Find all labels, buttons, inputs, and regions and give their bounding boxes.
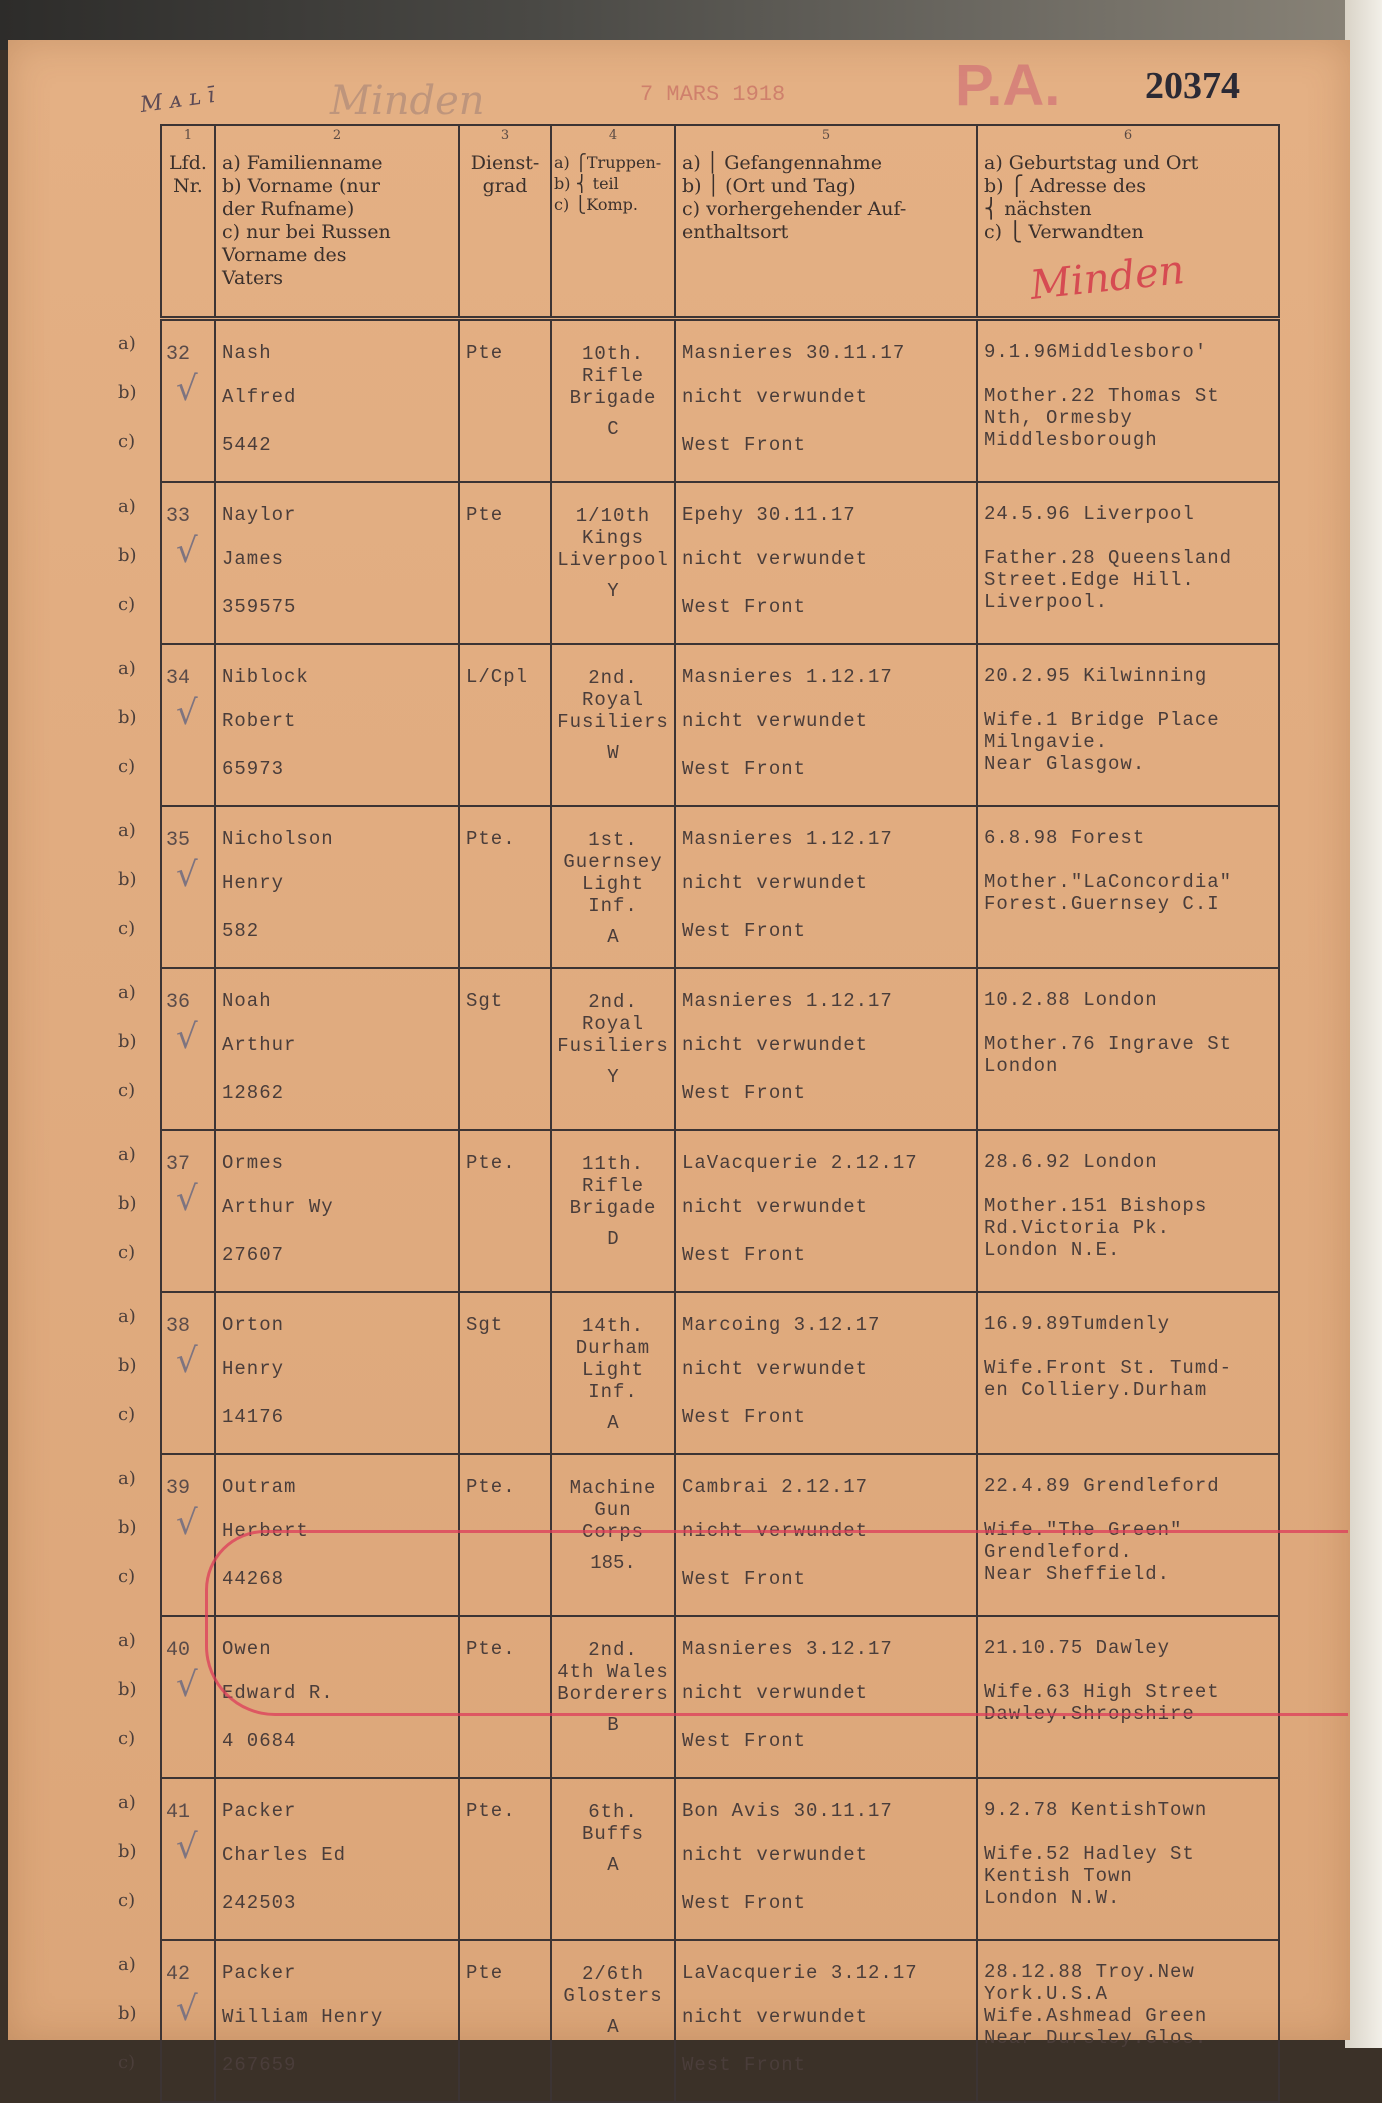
rank-cell [459, 319, 551, 483]
rank: Pte. [466, 828, 516, 850]
wound-status: nicht verwundet [682, 1520, 869, 1542]
birth-date-place: 9.1.96Middlesboro' [984, 341, 1208, 363]
unit-cell [551, 1778, 675, 1940]
wound-status: nicht verwundet [682, 386, 869, 408]
row-label: c) [118, 1728, 136, 1749]
wound-status: nicht verwundet [682, 710, 869, 732]
unit: 6th. Buffs [581, 1801, 644, 1845]
rank-cell [459, 1778, 551, 1940]
name-cell [215, 644, 459, 806]
row-label: b) [118, 545, 137, 566]
rank-cell [459, 644, 551, 806]
entry-number: 34 [166, 667, 191, 690]
birth-relative-cell [977, 1454, 1279, 1616]
previous-location: West Front [682, 1568, 807, 1590]
name-cell [215, 319, 459, 483]
birth-date-place: 9.2.78 KentishTown [984, 1799, 1208, 1821]
rank-cell [459, 1292, 551, 1454]
name-cell [215, 1130, 459, 1292]
check-mark: √ [176, 855, 198, 895]
rank-cell [459, 806, 551, 968]
entry-number-cell [161, 1454, 215, 1616]
relative-address: Mother.76 Ingrave St London [984, 1033, 1233, 1077]
wound-status: nicht verwundet [682, 872, 869, 894]
check-mark: √ [176, 1989, 198, 2029]
rank: Pte. [466, 1638, 516, 1660]
rank: Pte. [466, 1800, 516, 1822]
row-label: b) [118, 1517, 137, 1538]
company: A [607, 926, 619, 948]
previous-location: West Front [682, 2054, 807, 2076]
prisoner-register-table [160, 124, 1280, 2103]
capture-place-date: Epehy 30.11.17 [682, 504, 856, 526]
row-label: b) [118, 1031, 137, 1052]
rank-cell [459, 1454, 551, 1616]
entry-number: 38 [166, 1315, 191, 1338]
name-cell [215, 1454, 459, 1616]
unit: Machine Gun Corps [569, 1477, 657, 1543]
unit: 1/10th Kings Liverpool [557, 505, 669, 571]
check-mark: √ [176, 1665, 198, 1705]
table-row [161, 968, 1279, 1130]
entry-number: 40 [166, 1639, 191, 1662]
unit-cell [551, 1940, 675, 2102]
table-row [161, 806, 1279, 968]
birth-date-place: 20.2.95 Kilwinning [984, 665, 1208, 687]
column-header-unit: 4 a) ⎧Truppen- b) ⎨ teil c) ⎩Komp. [551, 125, 675, 319]
wound-status: nicht verwundet [682, 1034, 869, 1056]
column-header-birth-relative: 6 a) Geburtstag und Ort b) ⎧ Adresse des ⎨ nächsten c) ⎩ Verwandten [977, 125, 1279, 319]
rank: Pte. [466, 1476, 516, 1498]
entry-number: 37 [166, 1153, 191, 1176]
red-ink-place-note: Minden [1028, 247, 1187, 309]
row-labels [118, 658, 148, 805]
rank-cell [459, 1940, 551, 2102]
capture-place-date: Masnieres 30.11.17 [682, 342, 906, 364]
rank: L/Cpl [466, 666, 529, 688]
handwritten-place-note: M ᴀ ʟ ī [138, 82, 217, 119]
first-name: Henry [222, 872, 285, 894]
table-row [161, 1616, 1279, 1778]
previous-location: West Front [682, 1892, 807, 1914]
page-edge [1345, 0, 1382, 2048]
first-name: Alfred [222, 386, 297, 408]
column-header-lfd-nr: 1 Lfd. Nr. [161, 125, 215, 319]
name-cell [215, 1292, 459, 1454]
birth-date-place: 24.5.96 Liverpool [984, 503, 1195, 525]
first-name: William Henry [222, 2006, 384, 2028]
capture-place-date: Masnieres 1.12.17 [682, 666, 893, 688]
surname: Nicholson [222, 828, 334, 850]
name-cell [215, 1940, 459, 2102]
row-labels [118, 333, 148, 480]
birth-relative-cell [977, 644, 1279, 806]
surname: Niblock [222, 666, 309, 688]
birth-relative-cell [977, 1130, 1279, 1292]
row-label: b) [118, 2003, 137, 2024]
company: W [607, 742, 619, 764]
capture-place-date: Marcoing 3.12.17 [682, 1314, 881, 1336]
relative-address: Father.28 Queensland Street.Edge Hill. Liverpool. [984, 547, 1233, 613]
surname: Owen [222, 1638, 272, 1660]
rank-cell [459, 1130, 551, 1292]
entry-number-cell [161, 644, 215, 806]
capture-cell [675, 968, 977, 1130]
table-row [161, 1454, 1279, 1616]
table-row [161, 1292, 1279, 1454]
relative-address: Mother.151 Bishops Rd.Victoria Pk. London N.E. [984, 1195, 1208, 1261]
table-row [161, 1778, 1279, 1940]
capture-cell [675, 1940, 977, 2102]
unit-cell [551, 1292, 675, 1454]
capture-cell [675, 482, 977, 644]
row-label: a) [118, 332, 136, 354]
entry-number-cell [161, 1130, 215, 1292]
date-stamp: 7 MARS 1918 [640, 82, 786, 107]
capture-place-date: Masnieres 3.12.17 [682, 1638, 893, 1660]
previous-location: West Front [682, 1406, 807, 1428]
row-label: c) [118, 1404, 136, 1425]
first-name: Arthur [222, 1034, 297, 1056]
relative-address: Wife.52 Hadley St Kentish Town London N.W. [984, 1843, 1195, 1909]
unit-cell [551, 968, 675, 1130]
check-mark: √ [176, 1179, 198, 1219]
surname: Packer [222, 1800, 297, 1822]
company: D [607, 1228, 619, 1250]
check-mark: √ [176, 531, 198, 571]
birth-relative-cell [977, 1940, 1279, 2102]
birth-relative-cell [977, 319, 1279, 483]
row-label: a) [118, 1144, 136, 1165]
check-mark: √ [176, 1017, 198, 1057]
birth-relative-cell [977, 806, 1279, 968]
rank: Sgt [466, 1314, 504, 1336]
birth-date-place: 22.4.89 Grendleford [984, 1475, 1220, 1497]
rank-cell [459, 1616, 551, 1778]
entry-number-cell [161, 968, 215, 1130]
entry-number-cell [161, 1616, 215, 1778]
unit: 2nd. Royal Fusiliers [557, 667, 669, 733]
previous-location: West Front [682, 1082, 807, 1104]
service-number: 582 [222, 920, 260, 942]
row-label: c) [118, 756, 136, 777]
rank-cell [459, 482, 551, 644]
table-row [161, 482, 1279, 644]
entry-number: 33 [166, 505, 191, 528]
row-labels [118, 1954, 148, 2101]
capture-place-date: Masnieres 1.12.17 [682, 990, 893, 1012]
row-label: b) [118, 1841, 137, 1862]
entry-number: 42 [166, 1963, 191, 1986]
name-cell [215, 1778, 459, 1940]
name-cell [215, 482, 459, 644]
name-cell [215, 1616, 459, 1778]
birth-date-place: 6.8.98 Forest [984, 827, 1146, 849]
surname: Orton [222, 1314, 285, 1336]
first-name: Edward R. [222, 1682, 334, 1704]
relative-address: Wife.Front St. Tumd- en Colliery.Durham [984, 1357, 1233, 1401]
surname: Nash [222, 342, 272, 364]
column-header-capture: 5 a) │ Gefangennahme b) │ (Ort und Tag) c) vorhergehender Auf- enthaltsort [675, 125, 977, 319]
company: Y [607, 1066, 619, 1088]
birth-date-place: 21.10.75 Dawley [984, 1637, 1171, 1659]
first-name: Robert [222, 710, 297, 732]
unit-cell [551, 1616, 675, 1778]
capture-cell [675, 1292, 977, 1454]
capture-cell [675, 1454, 977, 1616]
rank-cell [459, 968, 551, 1130]
entry-number: 39 [166, 1477, 191, 1500]
capture-cell [675, 1778, 977, 1940]
row-label: c) [118, 1566, 136, 1587]
row-label: b) [118, 1355, 137, 1376]
table-row [161, 1130, 1279, 1292]
check-mark: √ [176, 1503, 198, 1543]
unit: 11th. Rifle Brigade [569, 1153, 657, 1219]
row-label: a) [118, 1792, 136, 1813]
previous-location: West Front [682, 596, 807, 618]
name-cell [215, 806, 459, 968]
relative-address: Wife.1 Bridge Place Milngavie. Near Glasgow. [984, 709, 1220, 775]
birth-date-place: 16.9.89Tumdenly [984, 1313, 1171, 1335]
column-header-rank: 3 Dienst- grad [459, 125, 551, 319]
pa-stamp: P.A. [955, 53, 1061, 118]
relative-address: Wife.Ashmead Green Near Dursley.Glos. [984, 2005, 1208, 2049]
surname: Packer [222, 1962, 297, 1984]
entry-number-cell [161, 1940, 215, 2102]
company: A [607, 1412, 619, 1434]
entry-number-cell [161, 482, 215, 644]
service-number: 12862 [222, 1082, 285, 1104]
row-label: b) [118, 869, 137, 890]
unit-cell [551, 319, 675, 483]
row-label: c) [118, 2052, 136, 2073]
birth-date-place: 28.6.92 London [984, 1151, 1158, 1173]
entry-number: 36 [166, 991, 191, 1014]
row-label: a) [118, 658, 136, 679]
company: 185. [590, 1552, 636, 1574]
row-label: b) [118, 1679, 137, 1700]
capture-place-date: Masnieres 1.12.17 [682, 828, 893, 850]
entry-number-cell [161, 1778, 215, 1940]
capture-cell [675, 319, 977, 483]
relative-address: Wife.63 High Street Dawley.Shropshire [984, 1681, 1220, 1725]
service-number: 242503 [222, 1892, 297, 1914]
service-number: 267659 [222, 2054, 297, 2076]
row-labels [118, 496, 148, 643]
row-label: c) [118, 1890, 136, 1911]
rank: Pte [466, 342, 504, 364]
relative-address: Wife."The Green" Grendleford. Near Sheffield. [984, 1519, 1183, 1585]
previous-location: West Front [682, 1244, 807, 1266]
row-labels [118, 820, 148, 967]
previous-location: West Front [682, 920, 807, 942]
capture-cell [675, 644, 977, 806]
previous-location: West Front [682, 758, 807, 780]
birth-date-place: 10.2.88 London [984, 989, 1158, 1011]
name-cell [215, 968, 459, 1130]
rank: Sgt [466, 990, 504, 1012]
check-mark: √ [176, 369, 198, 409]
row-label: c) [118, 1080, 136, 1101]
row-label: b) [118, 1193, 137, 1214]
unit: 2/6th Glosters [563, 1963, 663, 2007]
capture-cell [675, 1616, 977, 1778]
row-label: b) [118, 707, 137, 728]
table-row [161, 1940, 1279, 2102]
service-number: 65973 [222, 758, 285, 780]
row-label: a) [118, 820, 136, 841]
previous-location: West Front [682, 434, 807, 456]
capture-cell [675, 1130, 977, 1292]
birth-relative-cell [977, 968, 1279, 1130]
row-labels [118, 1630, 148, 1777]
entry-number: 32 [166, 343, 191, 366]
service-number: 44268 [222, 1568, 285, 1590]
row-labels [118, 1468, 148, 1615]
check-mark: √ [176, 1341, 198, 1381]
row-label: b) [118, 381, 137, 403]
relative-address: Mother.22 Thomas St Nth, Ormesby Middlesborough [984, 385, 1220, 451]
capture-place-date: LaVacquerie 3.12.17 [682, 1962, 918, 1984]
check-mark: √ [176, 693, 198, 733]
wound-status: nicht verwundet [682, 1682, 869, 1704]
surname: Ormes [222, 1152, 285, 1174]
previous-location: West Front [682, 1730, 807, 1752]
row-labels [118, 1306, 148, 1453]
entry-number: 41 [166, 1801, 191, 1824]
surname: Naylor [222, 504, 297, 526]
birth-relative-cell [977, 482, 1279, 644]
row-label: a) [118, 1954, 136, 1975]
capture-place-date: LaVacquerie 2.12.17 [682, 1152, 918, 1174]
row-label: a) [118, 1468, 136, 1489]
wound-status: nicht verwundet [682, 1358, 869, 1380]
service-number: 359575 [222, 596, 297, 618]
company: A [607, 2016, 619, 2038]
wound-status: nicht verwundet [682, 548, 869, 570]
first-name: Arthur Wy [222, 1196, 334, 1218]
service-number: 27607 [222, 1244, 285, 1266]
capture-cell [675, 806, 977, 968]
table-row [161, 644, 1279, 806]
service-number: 5442 [222, 434, 272, 456]
birth-date-place: 28.12.88 Troy.New York.U.S.A [984, 1961, 1195, 2005]
row-label: a) [118, 1630, 136, 1651]
service-number: 14176 [222, 1406, 285, 1428]
unit-cell [551, 1454, 675, 1616]
service-number: 4 0684 [222, 1730, 297, 1752]
first-name: Charles Ed [222, 1844, 347, 1866]
company: A [607, 1854, 619, 1876]
row-label: c) [118, 1242, 136, 1263]
row-label: c) [118, 918, 136, 939]
first-name: Henry [222, 1358, 285, 1380]
table-row [161, 319, 1279, 483]
row-label: a) [118, 1306, 136, 1327]
unit-cell [551, 482, 675, 644]
row-labels [118, 982, 148, 1129]
row-label: a) [118, 496, 136, 517]
company: C [607, 418, 619, 440]
wound-status: nicht verwundet [682, 1196, 869, 1218]
entry-number-cell [161, 806, 215, 968]
entry-number-cell [161, 319, 215, 483]
row-labels [118, 1792, 148, 1939]
first-name: James [222, 548, 285, 570]
unit-cell [551, 644, 675, 806]
rank: Pte. [466, 1152, 516, 1174]
unit: 2nd. 4th Wales Borderers [557, 1639, 669, 1705]
birth-relative-cell [977, 1778, 1279, 1940]
row-label: c) [118, 594, 136, 615]
wound-status: nicht verwundet [682, 2006, 869, 2028]
unit: 14th. Durham Light Inf. [575, 1315, 651, 1403]
entry-number: 35 [166, 829, 191, 852]
check-mark: √ [176, 1827, 198, 1867]
column-header-name: 2 a) Familienname b) Vorname (nur der Rufname) c) nur bei Russen Vorname des Vaters [215, 125, 459, 319]
unit-cell [551, 1130, 675, 1292]
unit: 10th. Rifle Brigade [569, 343, 657, 409]
unit-cell [551, 806, 675, 968]
surname: Outram [222, 1476, 297, 1498]
row-label: a) [118, 982, 136, 1003]
capture-place-date: Cambrai 2.12.17 [682, 1476, 869, 1498]
row-labels [118, 1144, 148, 1291]
rank: Pte [466, 1962, 504, 1984]
relative-address: Mother."LaConcordia" Forest.Guernsey C.I [984, 871, 1233, 915]
surname: Noah [222, 990, 272, 1012]
unit: 1st. Guernsey Light Inf. [563, 829, 663, 917]
birth-relative-cell [977, 1292, 1279, 1454]
rank: Pte [466, 504, 504, 526]
row-label: c) [118, 430, 136, 452]
unit: 2nd. Royal Fusiliers [557, 991, 669, 1057]
entry-number-cell [161, 1292, 215, 1454]
capture-place-date: Bon Avis 30.11.17 [682, 1800, 893, 1822]
first-name: Herbert [222, 1520, 309, 1542]
wound-status: nicht verwundet [682, 1844, 869, 1866]
company: B [607, 1714, 619, 1736]
birth-relative-cell [977, 1616, 1279, 1778]
sheet-number: 20374 [1145, 65, 1240, 107]
pencil-place-note: Minden [330, 78, 485, 124]
company: Y [607, 580, 619, 602]
